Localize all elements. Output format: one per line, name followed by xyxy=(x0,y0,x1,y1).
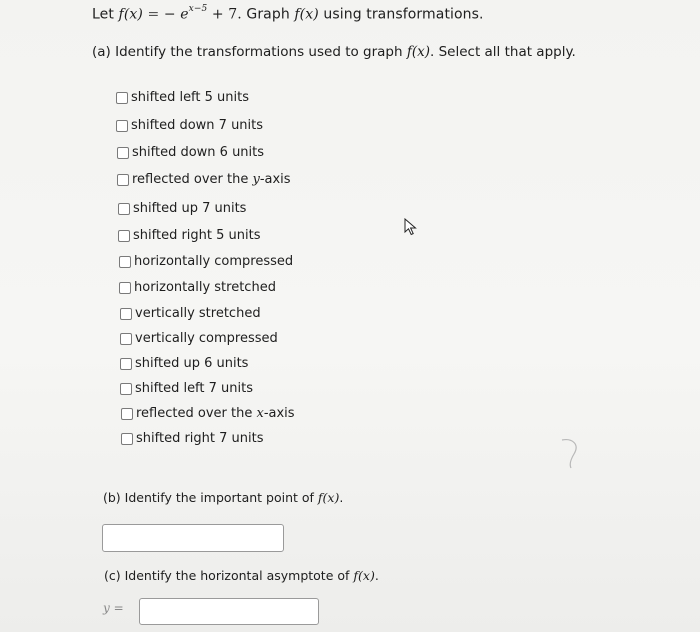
checkbox[interactable] xyxy=(121,433,133,445)
part-b-prompt xyxy=(103,490,343,505)
option-label-variable: y xyxy=(252,172,260,187)
option-reflected-x-axis[interactable] xyxy=(121,406,295,421)
horizontal-asymptote-answer-input[interactable] xyxy=(139,598,319,625)
option-label: shifted left 7 units xyxy=(135,381,254,396)
checkbox[interactable] xyxy=(117,147,129,159)
option-label: shifted left 5 units xyxy=(131,90,250,105)
option-label: shifted up 6 units xyxy=(135,356,249,371)
part-a-prompt-tail: . Select all that apply. xyxy=(430,44,576,60)
important-point-answer-input[interactable] xyxy=(102,524,284,552)
function-rhs-constant: + 7. xyxy=(207,6,242,23)
checkbox[interactable] xyxy=(120,383,132,395)
option-label: vertically compressed xyxy=(135,331,278,346)
instruction-graph: Graph xyxy=(246,6,290,23)
problem-statement xyxy=(92,6,484,23)
part-b-function: f(x) xyxy=(317,490,340,505)
checkbox[interactable] xyxy=(119,282,131,294)
mouse-pointer-icon xyxy=(404,218,418,236)
option-shifted-down-7[interactable] xyxy=(116,118,263,133)
instruction-function: f(x) xyxy=(294,6,319,23)
option-label: shifted right 5 units xyxy=(133,228,261,243)
option-label: horizontally stretched xyxy=(134,280,276,295)
option-shifted-left-5[interactable] xyxy=(116,90,249,105)
function-rhs-base: − e xyxy=(163,6,189,23)
option-horizontally-stretched[interactable] xyxy=(119,280,276,295)
option-label: reflected over the xyxy=(132,172,249,187)
option-label-variable: x xyxy=(256,406,264,421)
option-label: horizontally compressed xyxy=(134,254,294,269)
instruction-tail: using transformations. xyxy=(323,6,484,23)
part-c-prompt-text: (c) Identify the horizontal asymptote of xyxy=(104,568,350,583)
checkbox[interactable] xyxy=(118,203,130,215)
checkbox[interactable] xyxy=(121,408,133,420)
option-label-suffix: -axis xyxy=(259,172,291,187)
option-shifted-down-6[interactable] xyxy=(117,145,264,160)
part-b-prompt-text: (b) Identify the important point of xyxy=(103,490,314,505)
option-label: reflected over the xyxy=(136,406,253,421)
option-shifted-up-6[interactable] xyxy=(120,356,248,371)
part-c-prompt-tail: . xyxy=(374,568,379,583)
checkbox[interactable] xyxy=(119,256,131,268)
option-vertically-compressed[interactable] xyxy=(120,331,278,346)
option-vertically-stretched[interactable] xyxy=(120,306,261,321)
option-shifted-up-7[interactable] xyxy=(118,201,246,216)
option-label: shifted up 7 units xyxy=(133,201,247,216)
part-c-function: f(x) xyxy=(353,568,375,583)
asymptote-y-label: y = xyxy=(103,601,124,615)
option-label: vertically stretched xyxy=(135,306,261,321)
option-label: shifted right 7 units xyxy=(136,431,264,446)
part-c-prompt xyxy=(104,568,379,583)
checkbox[interactable] xyxy=(116,120,128,132)
part-a-prompt-text: (a) Identify the transformations used to graph xyxy=(92,44,403,60)
option-label: shifted down 6 units xyxy=(132,145,265,160)
part-a-prompt xyxy=(92,44,576,60)
problem-lead: Let xyxy=(92,6,114,23)
option-shifted-left-7[interactable] xyxy=(120,381,253,396)
option-label: shifted down 7 units xyxy=(131,118,264,133)
option-shifted-right-7[interactable] xyxy=(121,431,264,446)
option-shifted-right-5[interactable] xyxy=(118,228,261,243)
checkbox[interactable] xyxy=(120,333,132,345)
option-horizontally-compressed[interactable] xyxy=(119,254,293,269)
function-rhs-exponent: x−5 xyxy=(188,4,208,14)
option-label-suffix: -axis xyxy=(263,406,295,421)
option-reflected-y-axis[interactable] xyxy=(117,172,291,187)
equals-sign: = xyxy=(142,6,164,23)
checkbox[interactable] xyxy=(116,92,128,104)
checkbox[interactable] xyxy=(120,358,132,370)
checkbox[interactable] xyxy=(118,230,130,242)
pen-mark-icon xyxy=(560,436,584,472)
function-lhs: f(x) xyxy=(118,6,143,23)
checkbox[interactable] xyxy=(120,308,132,320)
part-b-prompt-tail: . xyxy=(339,490,344,505)
part-a-function: f(x) xyxy=(406,44,431,60)
checkbox[interactable] xyxy=(117,174,129,186)
